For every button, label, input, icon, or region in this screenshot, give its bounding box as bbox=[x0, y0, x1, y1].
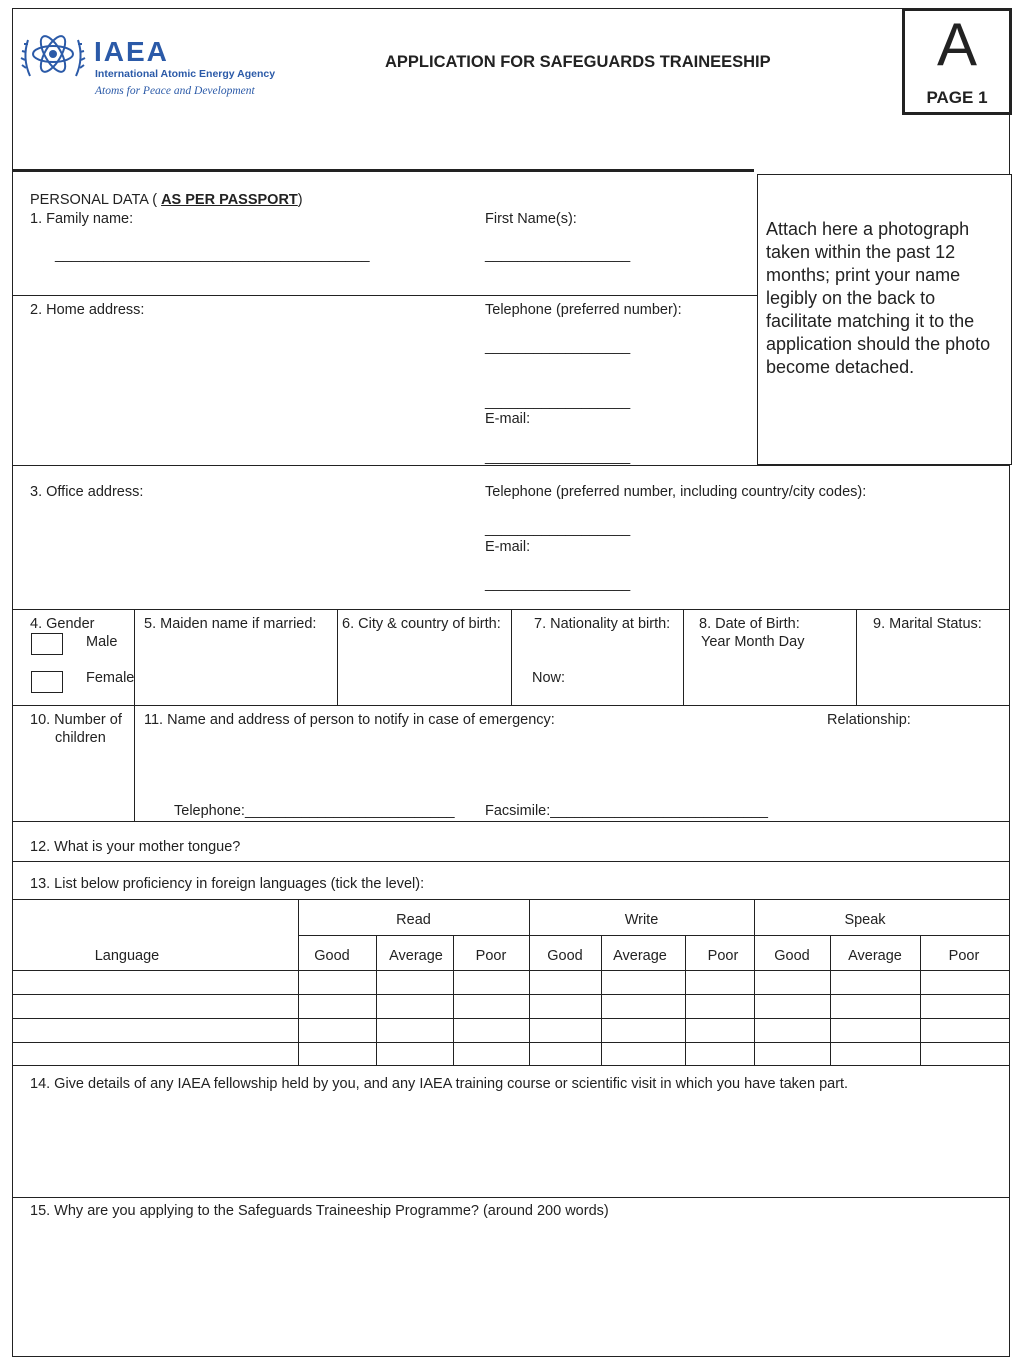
lang-level: Poor bbox=[948, 948, 980, 964]
lang-row-line-5 bbox=[12, 1065, 1010, 1066]
divider-q12 bbox=[12, 821, 1010, 822]
emergency-telephone-field[interactable]: Telephone:__________________________ bbox=[174, 803, 455, 819]
label-fellowship-details: 14. Give details of any IAEA fellowship held by you, and any IAEA training course or scientific visit in which you have taken part. bbox=[30, 1076, 849, 1092]
gender-female-checkbox[interactable] bbox=[31, 671, 63, 693]
label-mother-tongue: 12. What is your mother tongue? bbox=[30, 839, 241, 855]
label-nationality: 7. Nationality at birth: bbox=[534, 616, 671, 632]
label-children-1: 10. Number of bbox=[30, 712, 122, 728]
lang-group-speak: Speak bbox=[844, 912, 886, 928]
form-letter: A bbox=[936, 11, 978, 78]
divider-q13 bbox=[12, 861, 1010, 862]
label-home-telephone: Telephone (preferred number): bbox=[485, 302, 682, 318]
label-male: Male bbox=[86, 634, 118, 650]
divider-lang-table bbox=[12, 899, 1010, 900]
lang-level: Good bbox=[314, 948, 350, 964]
section-personal-data: PERSONAL DATA ( AS PER PASSPORT) bbox=[30, 192, 303, 208]
logo-tagline: Atoms for Peace and Development bbox=[95, 85, 255, 97]
logo-name: IAEA bbox=[94, 36, 169, 67]
lang-header-language: Language bbox=[94, 948, 160, 964]
lang-level: Good bbox=[547, 948, 583, 964]
row4-col-1 bbox=[134, 609, 135, 822]
label-gender: 4. Gender bbox=[30, 616, 95, 632]
photo-note: Attach here a photograph taken within the past 12 months; print your name legibly on the back to facilitate matching it to the application should the photo become detached. bbox=[766, 219, 991, 377]
iaea-logo bbox=[20, 22, 280, 102]
label-languages: 13. List below proficiency in foreign languages (tick the level): bbox=[30, 876, 425, 892]
lang-level: Average bbox=[389, 948, 443, 964]
lang-level: Good bbox=[774, 948, 810, 964]
lang-level: Poor bbox=[475, 948, 507, 964]
first-names-field[interactable]: __________________ bbox=[485, 247, 631, 263]
lang-group-write: Write bbox=[624, 912, 659, 928]
gender-male-checkbox[interactable] bbox=[31, 633, 63, 655]
lang-group-divider bbox=[298, 935, 1010, 936]
lang-group-read: Read bbox=[396, 912, 431, 928]
label-office-email: E-mail: bbox=[485, 539, 531, 555]
label-marital-status: 9. Marital Status: bbox=[873, 616, 982, 632]
label-office-telephone: Telephone (preferred number, including country/city codes): bbox=[485, 484, 867, 500]
label-family-name: 1. Family name: bbox=[30, 211, 134, 227]
row4-col-4 bbox=[683, 609, 684, 705]
form-letter-box bbox=[902, 8, 1012, 115]
iaea-emblem-icon bbox=[20, 24, 86, 86]
divider-office bbox=[12, 465, 1010, 466]
lang-row-line-4 bbox=[12, 1042, 1010, 1043]
label-home-address: 2. Home address: bbox=[30, 302, 145, 318]
label-emergency: 11. Name and address of person to notify in case of emergency: bbox=[144, 712, 555, 728]
family-name-field[interactable]: _______________________________________ bbox=[55, 247, 370, 263]
label-city-birth: 6. City & country of birth: bbox=[342, 616, 501, 632]
row4-col-5 bbox=[856, 609, 857, 705]
label-nationality-now: Now: bbox=[532, 670, 566, 686]
label-first-names: First Name(s): bbox=[485, 211, 577, 227]
photo-box[interactable] bbox=[757, 174, 1012, 465]
office-email-field[interactable]: __________________ bbox=[485, 576, 631, 592]
divider-home bbox=[12, 295, 757, 296]
office-telephone-field[interactable]: __________________ bbox=[485, 521, 631, 537]
lang-level: Poor bbox=[707, 948, 739, 964]
logo-agency: International Atomic Energy Agency bbox=[95, 68, 276, 80]
label-maiden-name: 5. Maiden name if married: bbox=[144, 616, 317, 632]
divider-q15 bbox=[12, 1197, 1010, 1198]
label-relationship: Relationship: bbox=[827, 712, 911, 728]
lang-row-line-3 bbox=[12, 1018, 1010, 1019]
label-office-address: 3. Office address: bbox=[30, 484, 144, 500]
label-female: Female bbox=[86, 670, 135, 686]
label-children-2: children bbox=[55, 730, 106, 746]
home-telephone-field-2[interactable]: __________________ bbox=[485, 394, 631, 410]
label-dob-parts: Year Month Day bbox=[701, 634, 805, 650]
row4-col-2 bbox=[337, 609, 338, 705]
lang-level: Average bbox=[848, 948, 902, 964]
divider-row10 bbox=[12, 705, 1010, 706]
label-date-of-birth: 8. Date of Birth: bbox=[699, 616, 800, 632]
header-divider bbox=[12, 169, 754, 172]
home-email-field[interactable]: __________________ bbox=[485, 449, 631, 465]
label-why-applying: 15. Why are you applying to the Safeguards Traineeship Programme? (around 200 words) bbox=[30, 1203, 609, 1219]
lang-row-line-2 bbox=[12, 994, 1010, 995]
home-telephone-field[interactable]: __________________ bbox=[485, 339, 631, 355]
form-title: APPLICATION FOR SAFEGUARDS TRAINEESHIP bbox=[385, 53, 771, 71]
row4-col-3 bbox=[511, 609, 512, 705]
label-home-email: E-mail: bbox=[485, 411, 531, 427]
emergency-facsimile-field[interactable]: Facsimile:___________________________ bbox=[485, 803, 768, 819]
lang-row-line-1 bbox=[12, 970, 1010, 971]
page-label: PAGE 1 bbox=[926, 88, 988, 107]
lang-level: Average bbox=[613, 948, 667, 964]
